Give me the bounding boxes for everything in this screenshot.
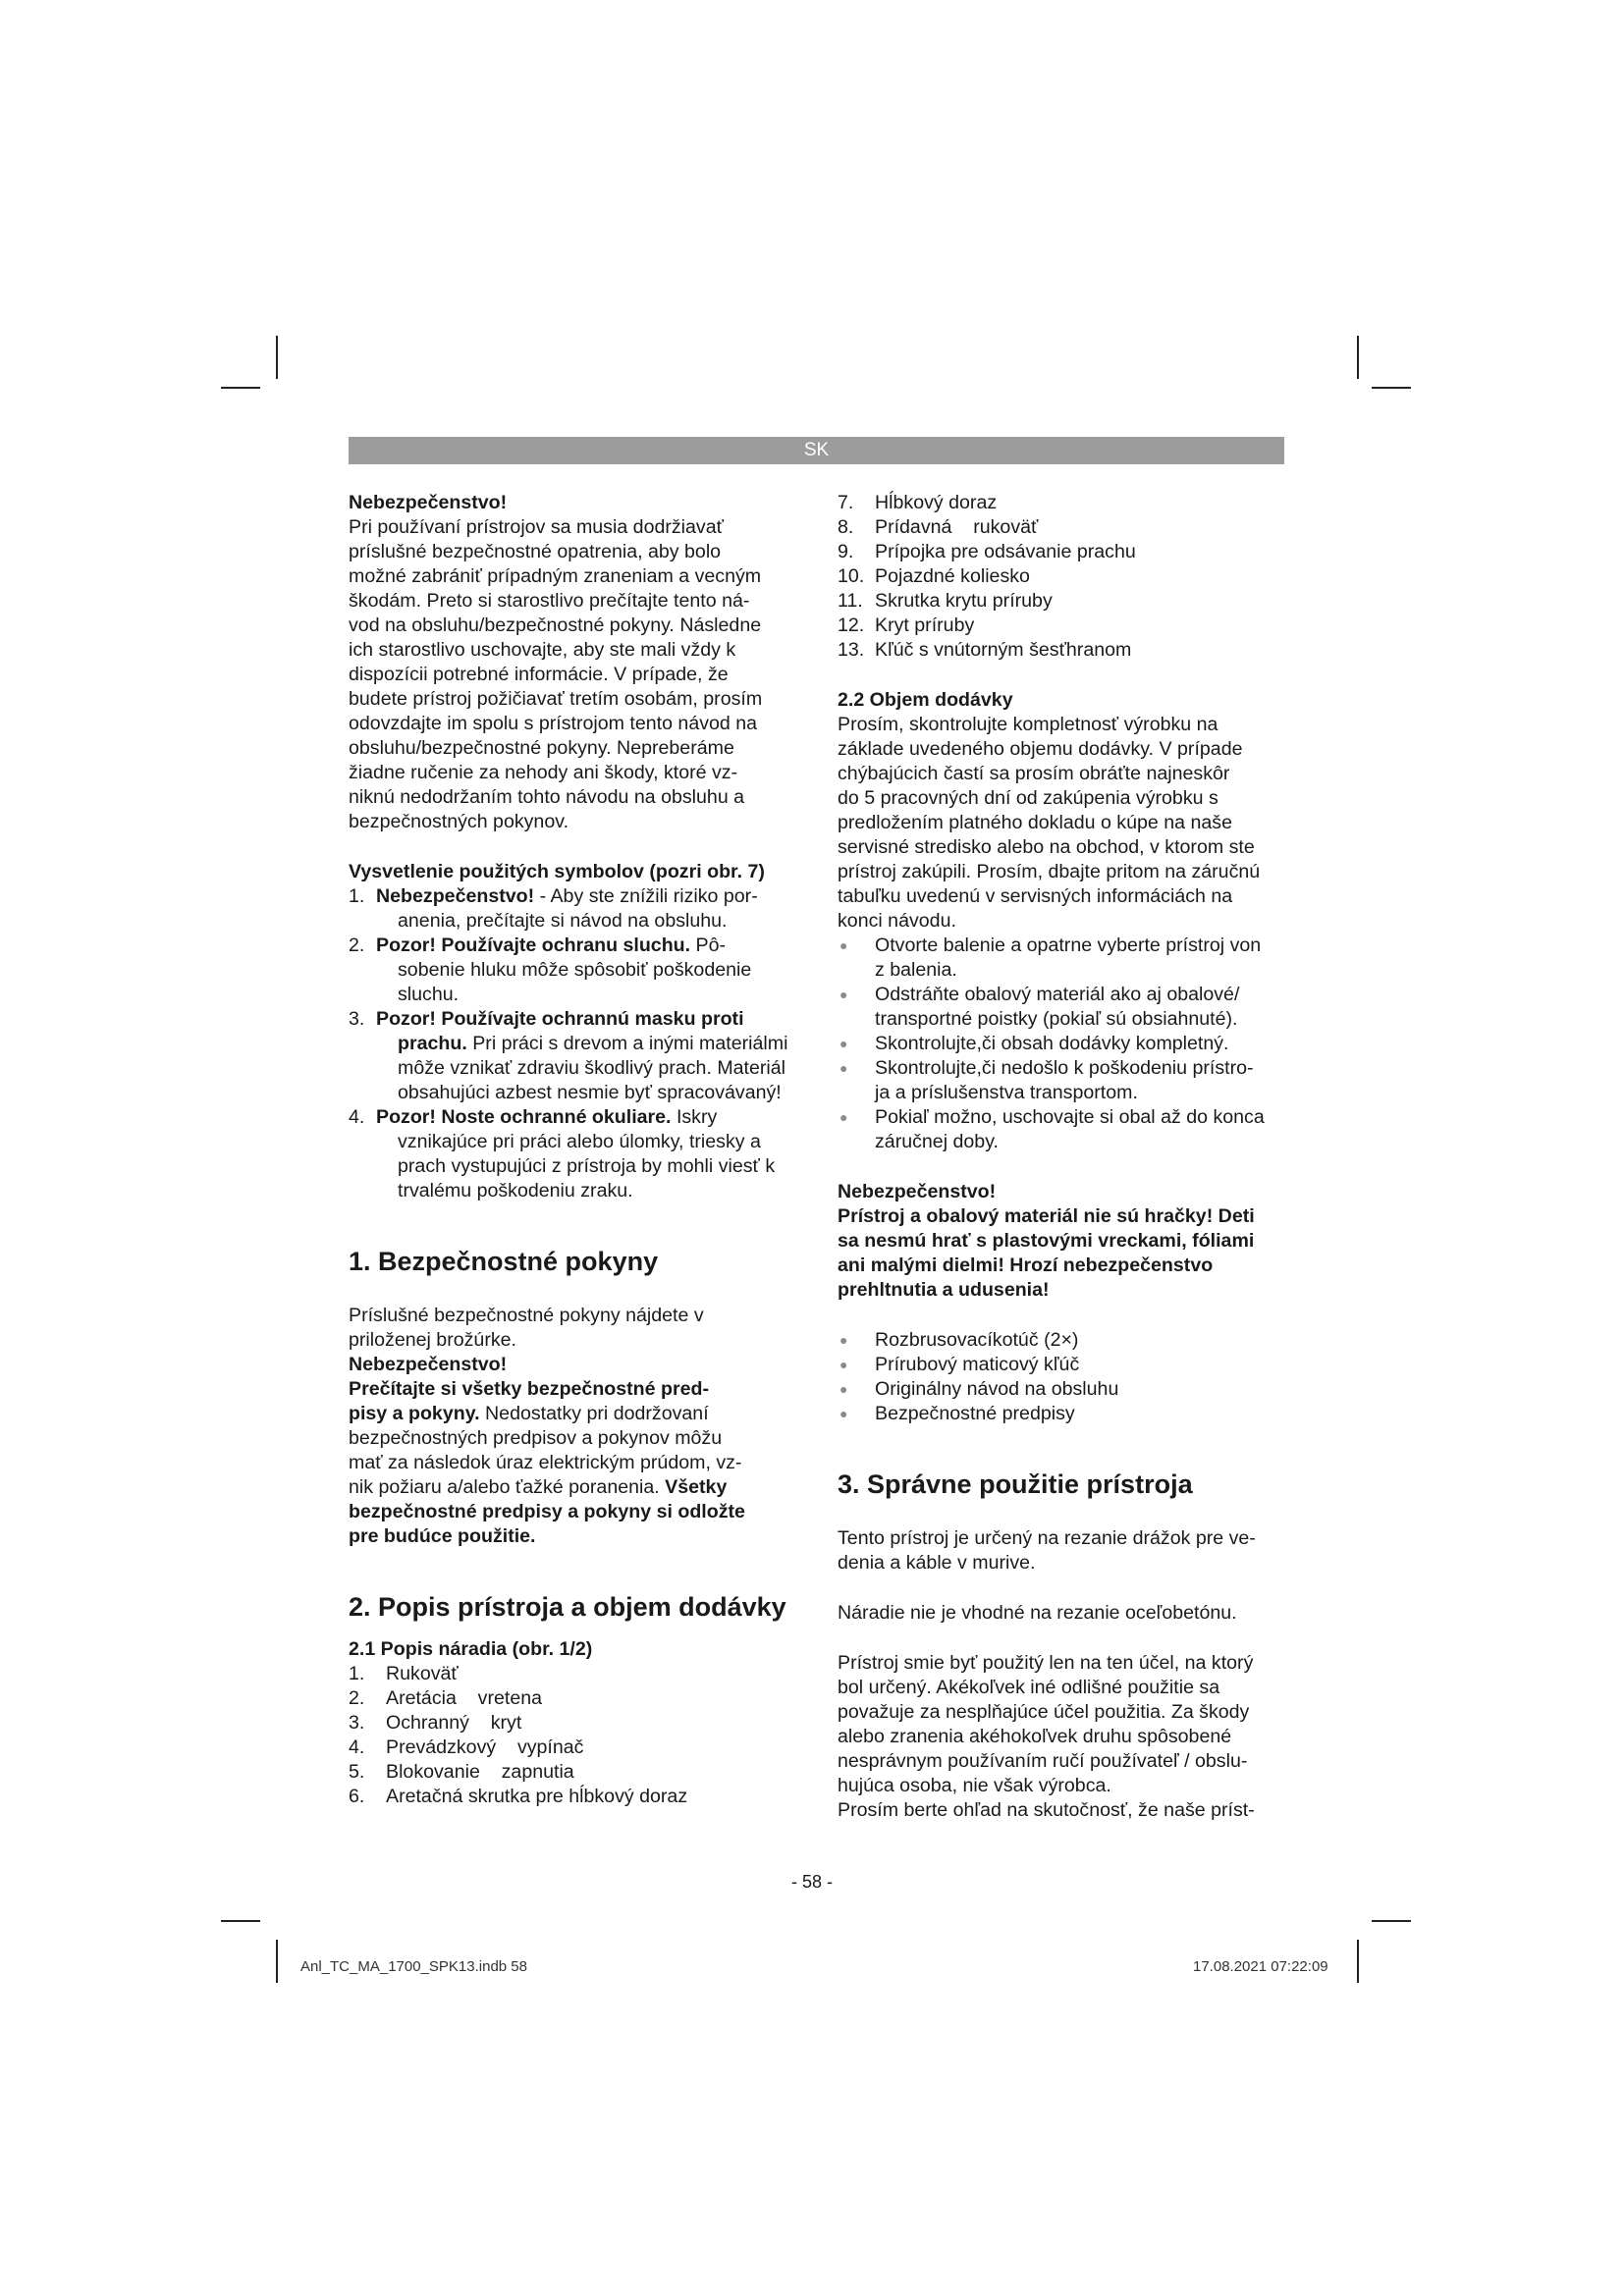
- bold-text: pisy a pokyny.: [349, 1403, 480, 1424]
- item-number: 5.: [349, 1761, 365, 1783]
- item-number: 10.: [838, 565, 865, 587]
- text-line: budete prístroj požičiavať tretím osobám, prosím: [349, 688, 763, 710]
- section-3-paragraph-1: [838, 1526, 1289, 1575]
- text-line: Prístroj a obalový materiál nie sú hračky! Deti: [838, 1205, 1255, 1227]
- item-number: 2.: [349, 1687, 365, 1709]
- section-1-intro: [349, 1304, 802, 1353]
- text-span: Nedostatky pri dodržovaní: [479, 1403, 709, 1424]
- text-line: vod na obsluhu/bezpečnostné pokyny. Následne: [349, 614, 762, 636]
- text-line: prach vystupujúci z prístroja by mohli viesť k: [398, 1155, 776, 1177]
- delivery-item: [838, 1402, 1289, 1426]
- item-number: 11.: [838, 590, 863, 612]
- symbol-item: [349, 934, 802, 1007]
- symbol-item: [349, 884, 802, 934]
- text-line: Pokiaľ možno, uschovajte si obal až do konca: [875, 1106, 1265, 1128]
- text-line: Prosím berte ohľad na skutočnosť, že naše príst-: [838, 1799, 1255, 1821]
- text-line: z balenia.: [875, 959, 957, 981]
- part-item: [838, 540, 1289, 564]
- item-number: 3.: [349, 1712, 365, 1734]
- text-line: prístroj zakúpili. Prosím, dbajte pritom na záručnú: [838, 861, 1261, 882]
- crop-mark: [1357, 1940, 1359, 1983]
- text-line: ja a príslušenstva transportom.: [875, 1082, 1138, 1103]
- danger-paragraph: [349, 515, 802, 834]
- bullet-icon: ●: [839, 1406, 848, 1421]
- part-item: [349, 1662, 802, 1686]
- text-line: Skontrolujte,či nedošlo k poškodeniu prístro-: [875, 1057, 1254, 1079]
- check-item: [838, 1105, 1289, 1154]
- danger-title-right: Nebezpečenstvo!: [838, 1181, 997, 1202]
- crop-mark: [276, 336, 278, 379]
- text-line: Otvorte balenie a opatrne vyberte prístroj von: [875, 934, 1262, 956]
- part-item: [349, 1686, 802, 1711]
- bullet-icon: ●: [839, 1109, 848, 1125]
- item-text: [376, 884, 758, 934]
- bullet-icon: ●: [839, 1357, 848, 1372]
- item-text: [875, 983, 1289, 1032]
- section-3-paragraph-3: [838, 1651, 1289, 1823]
- part-item: [838, 614, 1289, 638]
- bullet-icon: ●: [839, 1381, 848, 1397]
- text-line: vznikajúce pri práci alebo úlomky, triesky a: [398, 1131, 761, 1152]
- symbol-item: [349, 1007, 802, 1105]
- text-line: [376, 1105, 775, 1130]
- text-line: možné zabrániť prípadným zraneniam a vecným: [349, 565, 762, 587]
- item-number: 13.: [838, 639, 865, 661]
- text-line: obsluhu/bezpečnostné pokyny. Nepreberáme: [349, 737, 734, 759]
- bold-text: Všetky: [665, 1476, 728, 1498]
- part-item: [838, 491, 1289, 515]
- bullet-icon: ●: [839, 937, 848, 953]
- item-text: Aretácia vretena: [386, 1687, 543, 1709]
- text-line: bezpečnostných predpisov a pokynov môžu: [349, 1427, 723, 1449]
- section-3-paragraph-2: Náradie nie je vhodné na rezanie oceľobetónu.: [838, 1602, 1237, 1624]
- item-number: 4.: [349, 1106, 365, 1128]
- text-line: Skontrolujte,či obsah dodávky kompletný.: [875, 1033, 1229, 1054]
- symbols-heading: Vysvetlenie použitých symbolov (pozri obr. 7): [349, 861, 765, 882]
- text-line: niknú nedodržaním tohto návodu na obsluhu a: [349, 786, 745, 808]
- text-line: Pri používaní prístrojov sa musia dodržiavať: [349, 516, 724, 538]
- item-text: [875, 934, 1289, 983]
- symbols-list: [349, 884, 802, 1203]
- crop-mark: [1372, 387, 1411, 389]
- section-2-2-body: [838, 713, 1289, 934]
- item-text: Prírubový maticový kľúč: [875, 1354, 1080, 1375]
- parts-list-right: [838, 491, 1289, 663]
- text-line: ich starostlivo uschovajte, aby ste mali vždy k: [349, 639, 736, 661]
- text-line: Prosím, skontrolujte kompletnosť výrobku na: [838, 714, 1218, 735]
- text-line: bol určený. Akékoľvek iné odlišné použitie sa: [838, 1677, 1220, 1698]
- part-item: [349, 1785, 802, 1809]
- text-line: škodám. Preto si starostlivo prečítajte tento ná-: [349, 590, 750, 612]
- text-line: anenia, prečítajte si návod na obsluhu.: [398, 910, 728, 932]
- text-line: ani malými dielmi! Hrozí nebezpečenstvo: [838, 1255, 1214, 1276]
- language-header-bar: [349, 437, 1284, 464]
- text-span: Pri práci s drevom a inými materiálmi: [466, 1033, 788, 1054]
- text-line: tabuľku uvedenú v servisných informáciách na: [838, 885, 1233, 907]
- item-number: 8.: [838, 516, 854, 538]
- text-line: príslušné bezpečnostné opatrenia, aby bolo: [349, 541, 722, 562]
- text-line: nesprávnym používaním ručí používateľ / obslu-: [838, 1750, 1248, 1772]
- item-text: Rozbrusovacíkotúč (2×): [875, 1329, 1079, 1351]
- section-1-heading: 1. Bezpečnostné pokyny: [349, 1247, 659, 1276]
- text-line: [349, 1402, 802, 1426]
- part-item: [838, 589, 1289, 614]
- item-text: [376, 934, 751, 1007]
- danger-title: Nebezpečenstvo!: [349, 492, 508, 513]
- bold-text: Nebezpečenstvo!: [376, 885, 535, 907]
- text-line: základe uvedeného objemu dodávky. V prípade: [838, 738, 1243, 760]
- text-line: Odstráňte obalový materiál ako aj obalové/: [875, 984, 1240, 1005]
- text-line: servisné stredisko alebo na obchod, v ktorom ste: [838, 836, 1255, 858]
- item-number: 12.: [838, 614, 865, 636]
- page-number: - 58 -: [790, 1872, 833, 1892]
- item-number: 7.: [838, 492, 854, 513]
- part-item: [349, 1711, 802, 1735]
- item-text: Aretačná skrutka pre hĺbkový doraz: [386, 1786, 688, 1807]
- text-span: nik požiaru a/alebo ťažké poranenia.: [349, 1476, 666, 1498]
- check-item: [838, 1032, 1289, 1056]
- text-line: Príslušné bezpečnostné pokyny nájdete v: [349, 1305, 704, 1326]
- item-number: 2.: [349, 934, 365, 956]
- text-line: obsahujúci azbest nesmie byť spracovávaný!: [398, 1082, 782, 1103]
- section-2-2-heading: 2.2 Objem dodávky: [838, 689, 1013, 711]
- item-text: [875, 1032, 1289, 1056]
- item-text: Prevádzkový vypínač: [386, 1736, 584, 1758]
- section-1-body: [349, 1377, 802, 1549]
- item-text: Prípojka pre odsávanie prachu: [875, 541, 1136, 562]
- text-line: považuje za nesplňajúce účel použitia. Za škody: [838, 1701, 1250, 1723]
- item-text: [376, 1007, 787, 1105]
- text-line: Prečítajte si všetky bezpečnostné pred-: [349, 1378, 709, 1400]
- check-list: [838, 934, 1289, 1154]
- text-span: - Aby ste znížili riziko por-: [534, 885, 758, 907]
- crop-mark: [276, 1940, 278, 1983]
- text-line: bezpečnostné predpisy a pokyny si odložte: [349, 1501, 745, 1522]
- item-text: Skrutka krytu príruby: [875, 590, 1053, 612]
- part-item: [349, 1760, 802, 1785]
- bold-text: prachu.: [398, 1033, 467, 1054]
- text-line: [376, 934, 751, 958]
- part-item: [838, 638, 1289, 663]
- section-2-heading: 2. Popis prístroja a objem dodávky: [349, 1592, 786, 1622]
- text-line: [376, 884, 758, 909]
- text-line: [349, 1475, 802, 1500]
- bold-text: Pozor! Používajte ochrannú masku proti: [376, 1008, 744, 1030]
- check-item: [838, 1056, 1289, 1105]
- bullet-icon: ●: [839, 987, 848, 1002]
- item-number: 1.: [349, 1663, 365, 1684]
- text-line: Prístroj smie byť použitý len na ten účel, na ktorý: [838, 1652, 1254, 1674]
- text-line: sa nesmú hrať s plastovými vreckami, fóliami: [838, 1230, 1255, 1252]
- section-1-danger-title: Nebezpečenstvo!: [349, 1354, 508, 1375]
- item-text: Kryt príruby: [875, 614, 975, 636]
- bullet-icon: ●: [839, 1036, 848, 1051]
- part-item: [838, 515, 1289, 540]
- parts-list-left: [349, 1662, 802, 1809]
- delivery-item: [838, 1353, 1289, 1377]
- item-number: 6.: [349, 1786, 365, 1807]
- text-span: Pô-: [690, 934, 727, 956]
- symbol-item: [349, 1105, 802, 1203]
- bold-text: Pozor! Noste ochranné okuliare.: [376, 1106, 672, 1128]
- item-number: 3.: [349, 1008, 365, 1030]
- text-line: Tento prístroj je určený na rezanie drážok pre ve-: [838, 1527, 1256, 1549]
- item-text: Originálny návod na obsluhu: [875, 1378, 1119, 1400]
- item-text: Hĺbkový doraz: [875, 492, 998, 513]
- text-line: pre budúce použitie.: [349, 1525, 536, 1547]
- text-line: konci návodu.: [838, 910, 956, 932]
- text-line: sobenie hluku môže spôsobiť poškodenie: [398, 959, 752, 981]
- crop-mark: [221, 1920, 260, 1922]
- check-item: [838, 983, 1289, 1032]
- crop-mark: [1372, 1920, 1411, 1922]
- bullet-icon: ●: [839, 1060, 848, 1076]
- text-line: chýbajúcich častí sa prosím obráťte najneskôr: [838, 763, 1230, 784]
- check-item: [838, 934, 1289, 983]
- crop-mark: [221, 387, 260, 389]
- right-column: [838, 491, 1289, 1823]
- item-text: Rukoväť: [386, 1663, 459, 1684]
- item-text: Bezpečnostné predpisy: [875, 1403, 1075, 1424]
- print-timestamp: 17.08.2021 07:22:09: [1193, 1958, 1328, 1975]
- danger-warning-text: [838, 1204, 1289, 1303]
- delivery-item: [838, 1328, 1289, 1353]
- item-text: [875, 1105, 1289, 1154]
- item-number: 9.: [838, 541, 854, 562]
- bullet-icon: ●: [839, 1332, 848, 1348]
- item-number: 4.: [349, 1736, 365, 1758]
- text-line: mať za následok úraz elektrickým prúdom, vz-: [349, 1452, 742, 1473]
- item-number: 1.: [349, 885, 365, 907]
- item-text: Ochranný kryt: [386, 1712, 522, 1734]
- language-code: SK: [803, 440, 830, 460]
- text-span: Iskry: [671, 1106, 718, 1128]
- section-3-heading: 3. Správne použitie prístroja: [838, 1469, 1193, 1499]
- left-column: [349, 491, 802, 1809]
- text-line: transportné poistky (pokiaľ sú obsiahnuté).: [875, 1008, 1238, 1030]
- item-text: Kľúč s vnútorným šesťhranom: [875, 639, 1132, 661]
- part-item: [838, 564, 1289, 589]
- section-2-1-heading: 2.1 Popis náradia (obr. 1/2): [349, 1638, 593, 1660]
- text-line: predložením platného dokladu o kúpe na naše: [838, 812, 1232, 833]
- text-line: odovzdajte im spolu s prístrojom tento návod na: [349, 713, 758, 734]
- text-line: [376, 1007, 787, 1032]
- item-text: Blokovanie zapnutia: [386, 1761, 574, 1783]
- text-line: denia a káble v murive.: [838, 1552, 1036, 1574]
- item-text: Pojazdné koliesko: [875, 565, 1030, 587]
- text-line: prehltnutia a udusenia!: [838, 1279, 1050, 1301]
- text-line: hujúca osoba, nie však výrobca.: [838, 1775, 1111, 1796]
- bold-text: Pozor! Používajte ochranu sluchu.: [376, 934, 691, 956]
- text-line: bezpečnostných pokynov.: [349, 811, 569, 832]
- delivery-contents-list: [838, 1328, 1289, 1426]
- text-line: môže vznikať zdraviu škodlivý prach. Materiál: [398, 1057, 786, 1079]
- delivery-item: [838, 1377, 1289, 1402]
- text-line: [376, 1032, 787, 1056]
- item-text: Prídavná rukoväť: [875, 516, 1039, 538]
- text-line: sluchu.: [398, 984, 460, 1005]
- text-line: do 5 pracovných dní od zakúpenia výrobku s: [838, 787, 1218, 809]
- item-text: [376, 1105, 775, 1203]
- print-file-name: Anl_TC_MA_1700_SPK13.indb 58: [300, 1958, 527, 1975]
- crop-mark: [1357, 336, 1359, 379]
- item-text: [875, 1056, 1289, 1105]
- text-line: alebo zranenia akéhokoľvek druhu spôsobené: [838, 1726, 1232, 1747]
- part-item: [349, 1735, 802, 1760]
- text-line: priloženej brožúrke.: [349, 1329, 516, 1351]
- text-line: žiadne ručenie za nehody ani škody, ktoré vz-: [349, 762, 738, 783]
- text-line: dispozícii potrebné informácie. V prípade, že: [349, 664, 729, 685]
- text-line: trvalému poškodeniu zraku.: [398, 1180, 633, 1201]
- text-line: záručnej doby.: [875, 1131, 999, 1152]
